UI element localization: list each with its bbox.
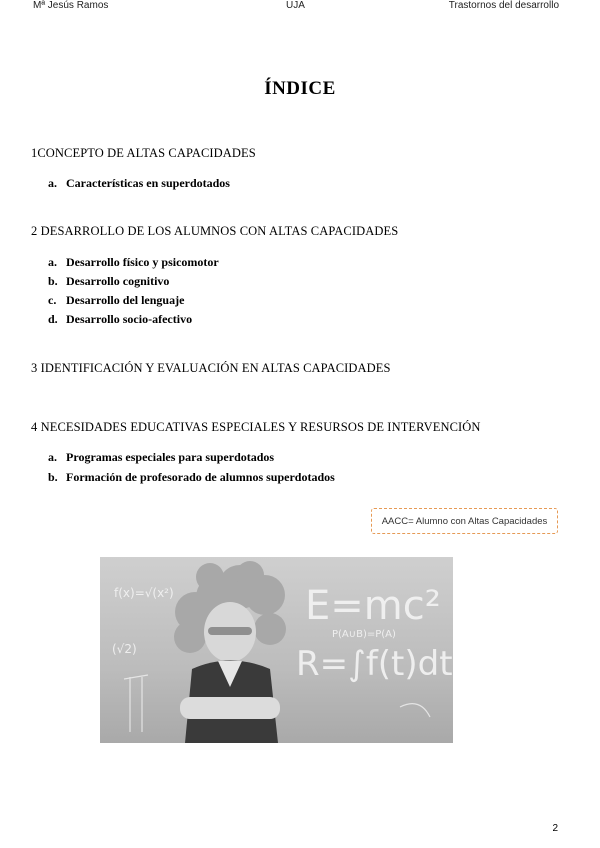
section-4-heading: 4 NECESIDADES EDUCATIVAS ESPECIALES Y RESURSOS DE INTERVENCIÓN — [31, 420, 481, 434]
page-number: 2 — [552, 823, 558, 834]
header-author: Mª Jesús Ramos — [33, 0, 109, 11]
section-2-heading: 2 DESARROLLO DE LOS ALUMNOS CON ALTAS CAPACIDADES — [31, 224, 399, 238]
page-title: ÍNDICE — [264, 78, 336, 99]
svg-text:P(A∪B)=P(A): P(A∪B)=P(A) — [332, 629, 396, 640]
list-item: d. Desarrollo socio-afectivo — [48, 312, 193, 326]
list-item: b. Desarrollo cognitivo — [48, 274, 170, 288]
svg-text:(√2): (√2) — [112, 642, 137, 656]
header-course: Trastornos del desarrollo — [448, 0, 559, 11]
list-item: a. Características en superdotados — [48, 176, 230, 190]
list-item: a. Desarrollo físico y psicomotor — [48, 255, 219, 269]
list-item: b. Formación de profesorado de alumnos superdotados — [48, 470, 335, 484]
svg-text:R=∫f(t)dt: R=∫f(t)dt — [296, 644, 453, 684]
section-1-heading: 1CONCEPTO DE ALTAS CAPACIDADES — [31, 146, 256, 160]
section-3-heading: 3 IDENTIFICACIÓN Y EVALUACIÓN EN ALTAS CAPACIDADES — [31, 361, 391, 375]
abbreviation-note: AACC= Alumno con Altas Capacidades — [371, 508, 558, 534]
chalkboard-child-photo — [100, 557, 453, 743]
svg-text:f(x)=√(x²): f(x)=√(x²) — [114, 586, 174, 600]
list-item: a. Programas especiales para superdotados — [48, 450, 275, 464]
list-item: c. Desarrollo del lenguaje — [48, 293, 185, 307]
header-university: UJA — [286, 0, 305, 11]
svg-text:E=mc²: E=mc² — [305, 583, 441, 629]
